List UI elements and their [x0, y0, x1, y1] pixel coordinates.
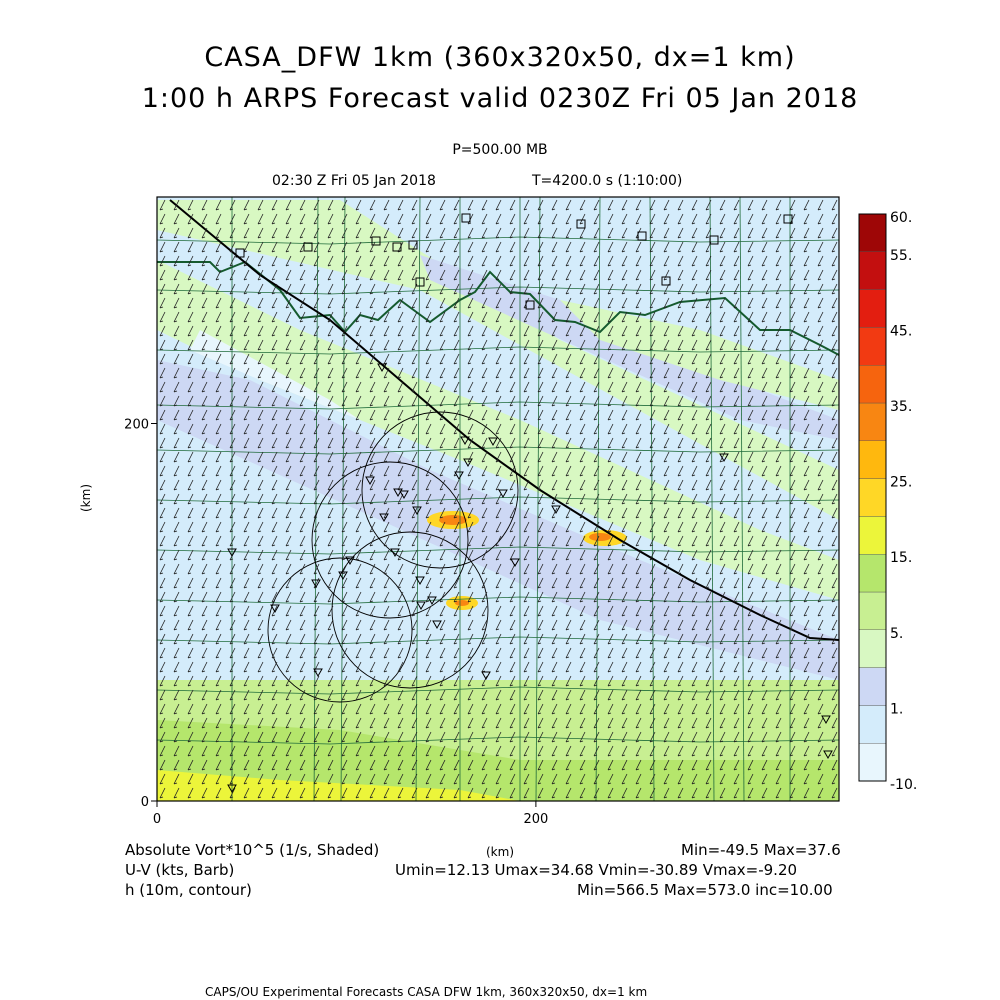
vorticity-field-label: Absolute Vort*10^5 (1/s, Shaded): [125, 841, 380, 859]
colorbar-tick-label: 5.: [890, 625, 904, 642]
height-field-label: h (10m, contour): [125, 881, 252, 899]
wind-stats: Umin=12.13 Umax=34.68 Vmin=-30.89 Vmax=-9.20: [395, 861, 798, 879]
colorbar-swatch: [859, 365, 886, 403]
vorticity-max-core: [589, 533, 611, 541]
colorbar-swatch: [859, 479, 886, 517]
colorbar-tick-label: -10.: [890, 777, 918, 793]
vorticity-max-core: [455, 600, 469, 606]
colorbar-swatch: [859, 214, 886, 252]
colorbar-swatch: [859, 403, 886, 441]
vorticity-local-max: [158, 778, 202, 796]
valid-time: 02:30 Z Fri 05 Jan 2018: [272, 173, 436, 189]
colorbar-tick-label: 45.: [890, 323, 913, 340]
wind-field-label: U-V (kts, Barb): [125, 861, 235, 879]
chart-title-line1: CASA_DFW 1km (360x320x50, dx=1 km): [204, 42, 796, 73]
colorbar-swatch: [859, 668, 886, 706]
vorticity-max-core: [439, 515, 467, 525]
x-tick-label: 0: [152, 812, 162, 827]
pressure-level: P=500.00 MB: [452, 142, 548, 158]
colorbar-tick-label: 35.: [890, 399, 913, 415]
colorbar-swatch: [859, 743, 886, 781]
colorbar-tick-label: 1.: [890, 701, 904, 718]
x-tick-label: 200: [523, 812, 549, 827]
footer-credit: CAPS/OU Experimental Forecasts CASA DFW 1km, 360x320x50, dx=1 km: [205, 985, 648, 999]
y-tick-label: 200: [124, 417, 149, 433]
forecast-time: T=4200.0 s (1:10:00): [532, 173, 683, 189]
y-tick-label: 0: [140, 795, 149, 810]
colorbar-swatch: [859, 630, 886, 668]
chart-title-line2: 1:00 h ARPS Forecast valid 0230Z Fri 05 Jan 2018: [141, 83, 859, 114]
height-stats: Min=566.5 Max=573.0 inc=10.00: [577, 881, 833, 899]
colorbar-swatch: [859, 252, 886, 290]
colorbar-swatch: [859, 554, 886, 592]
colorbar-tick-label: 60.: [890, 210, 913, 226]
colorbar-tick-label: 15.: [890, 550, 913, 567]
vorticity-stats: Min=-49.5 Max=37.6: [681, 841, 841, 859]
colorbar-swatch: [859, 327, 886, 365]
colorbar-swatch: [859, 516, 886, 554]
colorbar-tick-label: 25.: [890, 474, 913, 491]
y-axis-label: (km): [79, 483, 93, 512]
colorbar-swatch: [859, 705, 886, 743]
colorbar-swatch: [859, 290, 886, 328]
colorbar-swatch: [859, 441, 886, 479]
colorbar-swatch: [859, 592, 886, 630]
x-axis-label: (km): [486, 845, 515, 859]
colorbar-tick-label: 55.: [890, 247, 913, 264]
